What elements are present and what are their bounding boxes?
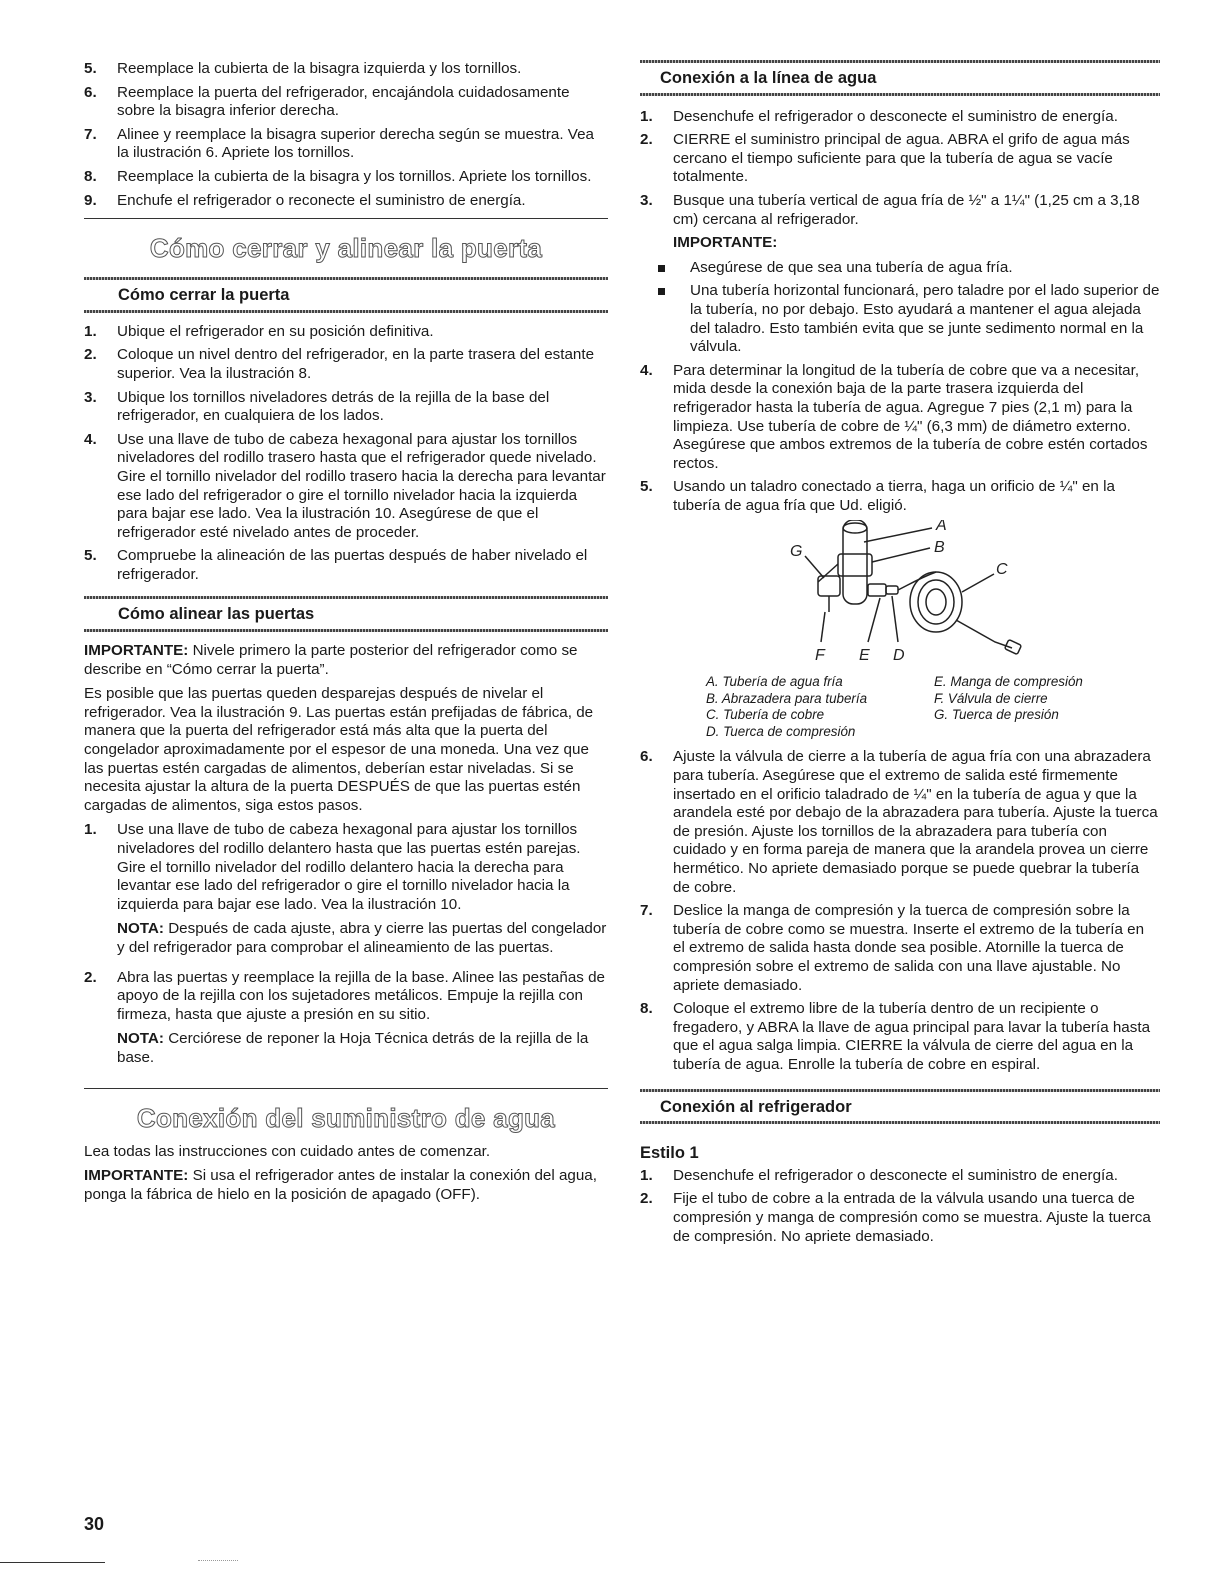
step-text: Fije el tubo de cobre a la entrada de la válvula usando una tuerca de compresión y manga de compresión como se muestra. Ajuste la tuerca de compresión. No apriete demasiado. bbox=[673, 1190, 1151, 1245]
bullet-item bbox=[652, 259, 1160, 278]
align-important: IMPORTANTE: Nivele primero la parte posterior del refrigerador como se describe en “Cómo cerrar la puerta”. bbox=[84, 642, 578, 678]
step-text: Alinee y reemplace la bisagra superior derecha según se muestra. Vea la ilustración 6. Apriete los tornillos. bbox=[117, 125, 594, 162]
pipe-top-shape bbox=[843, 523, 867, 533]
leader-b bbox=[872, 548, 930, 562]
step-number: 1. bbox=[84, 322, 97, 340]
step-text: Use una llave de tubo de cabeza hexagonal para ajustar los tornillos niveladores del rodillo trasero hasta que el refrigerador quede nivelado. Gire el tornillo nivelador del rodillo trasero hacia la derecha para levantar ese lado del refrigerador o gire el tornillo nivelador hacia la izquierda para bajar ese lado. Vea la ilustración 10. Asegúrese de que el refrigerador esté nivelado antes de proceder. bbox=[117, 430, 606, 541]
step-number: 4. bbox=[640, 361, 653, 379]
step-text: Reemplace la cubierta de la bisagra izquierda y los tornillos. bbox=[117, 60, 522, 77]
bullet-item bbox=[652, 282, 1160, 356]
step-number: 6. bbox=[640, 748, 653, 766]
step-item bbox=[640, 902, 1160, 995]
align-step-2: 2. Abra las puertas y reemplace la rejilla de la base. Alinee las pestañas de apoyo de la rejilla con los sujetadores metálicos. Empuje la rejilla con firmeza, hasta que ajuste a presión en su sitio. NOTA: Cerciórese de reponer la Hoja Técnica detrás de la rejilla de la base. bbox=[84, 969, 608, 1074]
water-line-steps-list bbox=[640, 108, 1160, 230]
step-number: 3. bbox=[640, 191, 653, 209]
label-f: F bbox=[815, 647, 825, 665]
water-intro: Lea todas las instrucciones con cuidado antes de comenzar. bbox=[84, 1142, 491, 1160]
step-item bbox=[640, 108, 1160, 127]
step-text: Ubique el refrigerador en su posición definitiva. bbox=[117, 322, 434, 340]
subheading-close-door: Cómo cerrar la puerta bbox=[118, 286, 290, 305]
step-number: 7. bbox=[640, 902, 653, 920]
estilo-1-heading: Estilo 1 bbox=[640, 1144, 699, 1163]
step-number: 1. bbox=[640, 1166, 653, 1184]
label-d: D bbox=[893, 647, 905, 665]
step-text: Desenchufe el refrigerador o desconecte el suministro de energía. bbox=[673, 1166, 1118, 1184]
step-text: Busque una tubería vertical de agua fría de ½" a 1¼" (1,25 cm a 3,18 cm) cercana al refrigerador. bbox=[673, 191, 1140, 228]
step-text: CIERRE el suministro principal de agua. ABRA el grifo de agua más cercano el tiempo suficiente para que la tubería de agua se vacíe totalmente. bbox=[673, 131, 1130, 186]
align-step-2-note: NOTA: Cerciórese de reponer la Hoja Técnica detrás de la rejilla de la base. bbox=[117, 1030, 589, 1066]
hinge-steps-list bbox=[84, 60, 608, 210]
line-important-label: IMPORTANTE: bbox=[673, 234, 778, 252]
step-text: Desenchufe el refrigerador o desconecte el suministro de energía. bbox=[673, 107, 1118, 125]
step-item bbox=[640, 131, 1160, 187]
footer-rule bbox=[0, 1562, 105, 1563]
step-item bbox=[84, 431, 608, 543]
leader-f bbox=[821, 612, 825, 642]
step-text: Compruebe la alineación de las puertas después de haber nivelado el refrigerador. bbox=[117, 547, 588, 583]
section-divider bbox=[84, 1088, 608, 1089]
legend-item: D. Tuerca de compresión bbox=[706, 723, 856, 739]
align-paragraph: Es posible que las puertas queden desparejas después de nivelar el refrigerador. Vea la ilustración 9. Las puertas están prefijadas de fábrica, de manera que la puerta del refrigerador está más alta que la puerta del congelador aproximadamente por el espesor de una moneda. Una vez que las puertas estén cargadas de alimentos, deberían estar niveladas. Si se necesita ajustar la altura de la puerta DESPUÉS de que las puertas estén cargadas de alimentos, siga estos pasos. bbox=[84, 685, 594, 814]
water-line-steps-list-2 bbox=[640, 362, 1160, 516]
legend-left bbox=[706, 674, 934, 740]
leader-g bbox=[805, 556, 824, 578]
step-item bbox=[640, 1000, 1160, 1074]
figure-legend bbox=[706, 674, 1160, 740]
copper-coil-core-shape bbox=[926, 589, 946, 615]
step-text: Reemplace la cubierta de la bisagra y los tornillos. Apriete los tornillos. bbox=[117, 167, 592, 185]
legend-item: G. Tuerca de presión bbox=[934, 707, 1059, 723]
step-item bbox=[84, 84, 608, 121]
label-b: B bbox=[934, 539, 945, 557]
subheading-band bbox=[84, 629, 608, 632]
align-step-1-note: NOTA: Después de cada ajuste, abra y cierre las puertas del congelador y del refrigerador para comprobar el alineamiento de las puertas. bbox=[117, 920, 607, 956]
compression-nut-shape bbox=[868, 584, 886, 596]
step-number: 2. bbox=[84, 346, 97, 364]
subheading-water-line: Conexión a la línea de agua bbox=[660, 69, 877, 87]
step-item bbox=[84, 547, 608, 584]
step-number: 8. bbox=[84, 167, 97, 185]
step-item bbox=[84, 192, 608, 211]
leader-e bbox=[868, 598, 880, 642]
fridge-connection-steps-list bbox=[640, 1167, 1160, 1246]
step-item bbox=[84, 323, 608, 342]
step-item bbox=[84, 168, 608, 187]
leader-a bbox=[864, 528, 932, 542]
valve-illustration bbox=[640, 520, 1160, 668]
step-text: Usando un taladro conectado a tierra, haga un orificio de ¼" en la tubería de agua fría que Ud. eligió. bbox=[673, 478, 1115, 514]
leader-d bbox=[892, 596, 898, 642]
step-number: 2. bbox=[640, 131, 653, 149]
label-e: E bbox=[859, 647, 870, 665]
step-item bbox=[640, 478, 1160, 515]
step-number: 5. bbox=[640, 478, 653, 496]
bullet-text: Asegúrese de que sea una tubería de agua fría. bbox=[690, 258, 1013, 276]
subheading-align-doors: Cómo alinear las puertas bbox=[118, 605, 315, 624]
clamp-bolt-shape bbox=[818, 564, 838, 582]
align-step-1: 1. Use una llave de tubo de cabeza hexagonal para ajustar los tornillos niveladores del rodillo delantero hasta que las puertas estén parejas. Gire el tornillo nivelador del rodillo delantero hacia la derecha para levantar ese lado del refrigerador o gire el tornillo nivelador hacia la izquierda para bajar ese lado. Vea la ilustración 10. NOTA: Después de cada ajuste, abra y cierre las puertas del congelador y del refrigerador para comprobar el alineamiento de las puertas. bbox=[84, 821, 607, 956]
step-number: 6. bbox=[84, 83, 97, 101]
step-text: Ubique los tornillos niveladores detrás de la rejilla de la base del refrigerador, en cualquiera de los lados. bbox=[117, 388, 550, 425]
step-item bbox=[640, 362, 1160, 474]
step-text: Ajuste la válvula de cierre a la tubería de agua fría con una abrazadera para tubería. Asegúrese que el extremo de salida esté firmemente insertado en el orificio taladrado de ¼" en la tubería de agua y que la arandela esté por debajo de la abrazadera para tubería. Ajuste la tuerca de presión. Ajuste los tornillos de la abrazadera para tubería con cuidado y en forma pareja de manera que la arandela provea un cierre hermético. No apriete demasiado porque se puede quebrar la tubería de cobre. bbox=[673, 748, 1158, 896]
step-item bbox=[84, 346, 608, 383]
step-text: Para determinar la longitud de la tubería de cobre que va a necesitar, mida desde la conexión baja de la parte trasera izquierda del refrigerador hasta la tubería de agua. Agregue 7 pies (2,1 m) para la limpieza. Use tubería de cobre de ¼" (6,3 mm) de diámetro externo. Asegúrese que ambos extremos de la tubería de cobre estén cortados rectos. bbox=[673, 361, 1148, 472]
label-a: A bbox=[936, 520, 947, 535]
legend-right bbox=[934, 674, 1160, 740]
subheading-band bbox=[640, 93, 1160, 96]
step-number: 1. bbox=[640, 107, 653, 125]
step-number: 5. bbox=[84, 547, 97, 565]
step-number: 8. bbox=[640, 1000, 653, 1018]
water-important: IMPORTANTE: Si usa el refrigerador antes de instalar la conexión del agua, ponga la fábrica de hielo en la posición de apagado (OFF). bbox=[84, 1167, 597, 1203]
step-text: Coloque el extremo libre de la tubería dentro de un recipiente o fregadero, y ABRA la llave de agua principal para lavar la tubería hasta que el agua salga limpia. CIERRE la válvula de cierre del agua en la tubería de agua. Enrolle la tubería de cobre en espiral. bbox=[673, 1000, 1151, 1073]
label-c: C bbox=[996, 561, 1008, 579]
legend-item: C. Tubería de cobre bbox=[706, 707, 825, 723]
subheading-band bbox=[640, 1121, 1160, 1124]
subheading-fridge-connection: Conexión al refrigerador bbox=[660, 1097, 852, 1116]
close-door-steps-list bbox=[84, 323, 608, 585]
step-text: Coloque un nivel dentro del refrigerador, en la parte trasera del estante superior. Vea la ilustración 8. bbox=[117, 346, 595, 382]
water-line-steps-list-3 bbox=[640, 748, 1160, 1074]
square-bullet-icon bbox=[652, 282, 690, 356]
step-item bbox=[84, 126, 608, 163]
step-item bbox=[84, 60, 608, 79]
square-bullet-icon bbox=[652, 259, 690, 278]
step-item bbox=[640, 1190, 1160, 1246]
page-number: 30 bbox=[84, 1514, 105, 1534]
subheading-band bbox=[84, 310, 608, 313]
step-text: Reemplace la puerta del refrigerador, encajándola cuidadosamente sobre la bisagra inferior derecha. bbox=[117, 83, 570, 120]
step-number: 7. bbox=[84, 125, 97, 143]
step-number: 5. bbox=[84, 60, 97, 77]
step-text: Deslice la manga de compresión y la tuerca de compresión sobre la tubería de cobre como se muestra. Inserte el extremo de la tubería en el extremo de salida hasta donde sea posible. Atornille la tuerca de compresión sobre el extremo de salida con una llave ajustable. No apriete demasiado. bbox=[673, 902, 1145, 994]
footer-dots bbox=[198, 1560, 238, 1562]
label-g: G bbox=[790, 543, 803, 561]
bullet-text: Una tubería horizontal funcionará, pero taladre por el lado superior de la tubería, no por debajo. Esto ayudará a mantener el agua alejada del taladro. Esto también evita que se junte sedimento normal en la válvula. bbox=[690, 282, 1160, 356]
step-item bbox=[640, 748, 1160, 897]
section-title-close-align: Cómo cerrar y alinear la puerta bbox=[149, 233, 543, 264]
step-number: 2. bbox=[640, 1190, 653, 1208]
step-item bbox=[640, 1167, 1160, 1186]
legend-item: B. Abrazadera para tubería bbox=[706, 690, 868, 706]
valve-diagram bbox=[640, 520, 1160, 668]
step-item bbox=[640, 192, 1160, 229]
step-number: 4. bbox=[84, 430, 97, 448]
copper-coil-inner-shape bbox=[918, 580, 954, 624]
leader-c bbox=[962, 574, 994, 592]
step-number: 9. bbox=[84, 191, 97, 209]
compression-sleeve-shape bbox=[886, 586, 898, 594]
step-number: 3. bbox=[84, 388, 97, 406]
step-item bbox=[84, 389, 608, 426]
right-column bbox=[640, 60, 1160, 1251]
legend-item: E. Manga de compresión bbox=[934, 674, 1083, 690]
legend-item: F. Válvula de cierre bbox=[934, 690, 1048, 706]
line-important-bullets bbox=[652, 259, 1160, 357]
legend-item: A. Tubería de agua fría bbox=[706, 674, 843, 690]
left-column bbox=[84, 60, 608, 1210]
copper-tube-end-shape bbox=[956, 620, 1012, 648]
section-divider bbox=[84, 218, 608, 219]
step-text: Enchufe el refrigerador o reconecte el suministro de energía. bbox=[117, 191, 526, 209]
section-title-water-supply: Conexión del suministro de agua bbox=[136, 1102, 556, 1133]
